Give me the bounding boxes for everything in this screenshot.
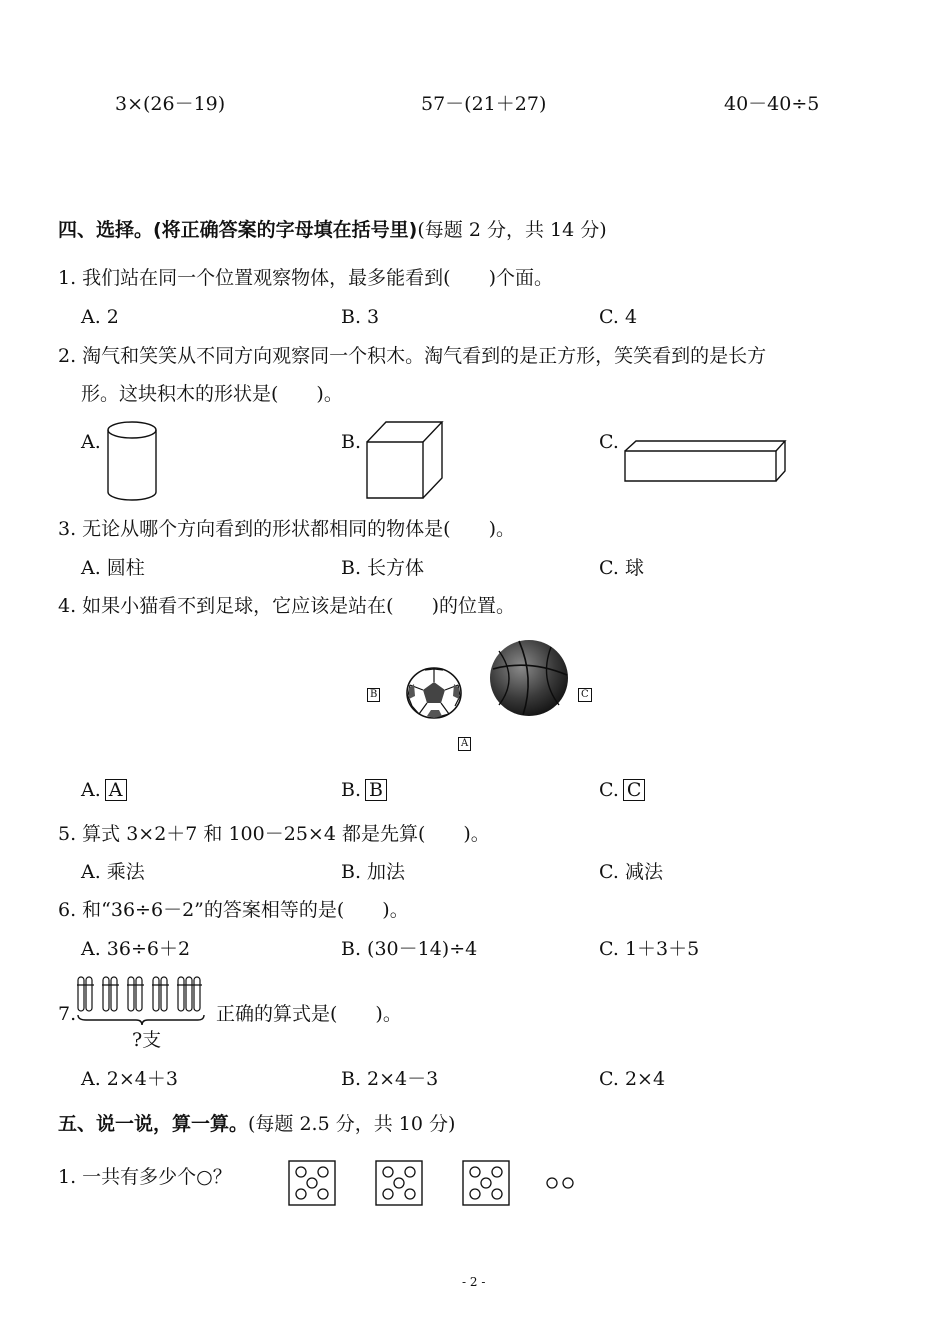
q6-option-c[interactable]: C. 1＋3＋5 <box>599 938 700 960</box>
section4-heading <box>58 218 607 242</box>
q7-brace-label: ?支 <box>132 1029 162 1051</box>
expr-3: 40－40÷5 <box>724 93 820 115</box>
q1-text: 1. 我们站在同一个位置观察物体，最多能看到( )个面。 <box>58 267 553 289</box>
q2-option-c[interactable]: C. <box>599 431 619 453</box>
q4-option-c-prefix: C. <box>599 779 619 801</box>
loose-circles <box>545 1176 577 1190</box>
q4-option-c[interactable] <box>599 778 645 802</box>
page-number: - 2 - <box>462 1275 486 1289</box>
q1-option-b[interactable]: B. 3 <box>341 306 380 328</box>
q4-option-a[interactable] <box>81 778 127 802</box>
q7-number: 7. <box>58 1003 77 1025</box>
q4-option-b-box: B <box>365 779 387 801</box>
q1-option-a[interactable]: A. 2 <box>81 306 119 328</box>
q3-option-c[interactable]: C. 球 <box>599 557 644 579</box>
section5-points: (每题 2.5 分，共 10 分) <box>248 1113 456 1135</box>
q2-line2: 形。这块积木的形状是( )。 <box>81 383 343 405</box>
cylinder-figure <box>106 420 160 502</box>
cuboid-figure <box>624 438 786 482</box>
q6-option-b[interactable]: B. (30－14)÷4 <box>341 938 478 960</box>
pencil-sticks-figure <box>76 975 210 1027</box>
expr-2: 57－(21＋27) <box>421 93 547 115</box>
circle-box-3 <box>462 1160 510 1206</box>
position-a-label: A <box>458 737 471 751</box>
q3-option-b[interactable]: B. 长方体 <box>341 557 425 579</box>
soccer-ball-icon <box>405 666 463 720</box>
q5-text: 5. 算式 3×2＋7 和 100－25×4 都是先算( )。 <box>58 823 490 845</box>
q2-option-a[interactable]: A. <box>81 431 101 453</box>
q4-option-b-prefix: B. <box>341 779 362 801</box>
q3-option-a[interactable]: A. 圆柱 <box>81 557 145 579</box>
q2-line1: 2. 淘气和笑笑从不同方向观察同一个积木。淘气看到的是正方形，笑笑看到的是长方 <box>58 345 767 367</box>
q1-option-c[interactable]: C. 4 <box>599 306 638 328</box>
section5-heading <box>58 1112 455 1136</box>
q6-text: 6. 和“36÷6－2”的答案相等的是( )。 <box>58 899 409 921</box>
q5-option-a[interactable]: A. 乘法 <box>81 861 145 883</box>
section4-title: 四、选择。(将正确答案的字母填在括号里) <box>58 219 418 241</box>
expr-1: 3×(26－19) <box>115 93 226 115</box>
circle-box-2 <box>375 1160 423 1206</box>
q4-option-a-box: A <box>105 779 127 801</box>
position-b-label: B <box>367 688 380 702</box>
q7-text: 正确的算式是( )。 <box>216 1003 402 1025</box>
q6-option-a[interactable]: A. 36÷6＋2 <box>81 938 191 960</box>
q4-option-b[interactable] <box>341 778 387 802</box>
q4-text: 4. 如果小猫看不到足球，它应该是站在( )的位置。 <box>58 595 515 617</box>
position-c-label: C <box>578 688 592 702</box>
s5q1-text: 1. 一共有多少个○？ <box>58 1166 232 1188</box>
section4-points: (每题 2 分，共 14 分) <box>417 219 607 241</box>
circle-box-1 <box>288 1160 336 1206</box>
q2-option-b[interactable]: B. <box>341 431 362 453</box>
q7-option-c[interactable]: C. 2×4 <box>599 1068 666 1090</box>
q4-option-c-box: C <box>623 779 646 801</box>
q7-option-a[interactable]: A. 2×4＋3 <box>81 1068 178 1090</box>
q5-option-b[interactable]: B. 加法 <box>341 861 406 883</box>
section5-title: 五、说一说，算一算。 <box>58 1113 249 1135</box>
q5-option-c[interactable]: C. 减法 <box>599 861 663 883</box>
basketball-icon <box>489 639 569 717</box>
cube-figure <box>366 420 446 500</box>
q7-option-b[interactable]: B. 2×4－3 <box>341 1068 439 1090</box>
q3-text: 3. 无论从哪个方向看到的形状都相同的物体是( )。 <box>58 518 515 540</box>
q4-option-a-prefix: A. <box>81 779 101 801</box>
